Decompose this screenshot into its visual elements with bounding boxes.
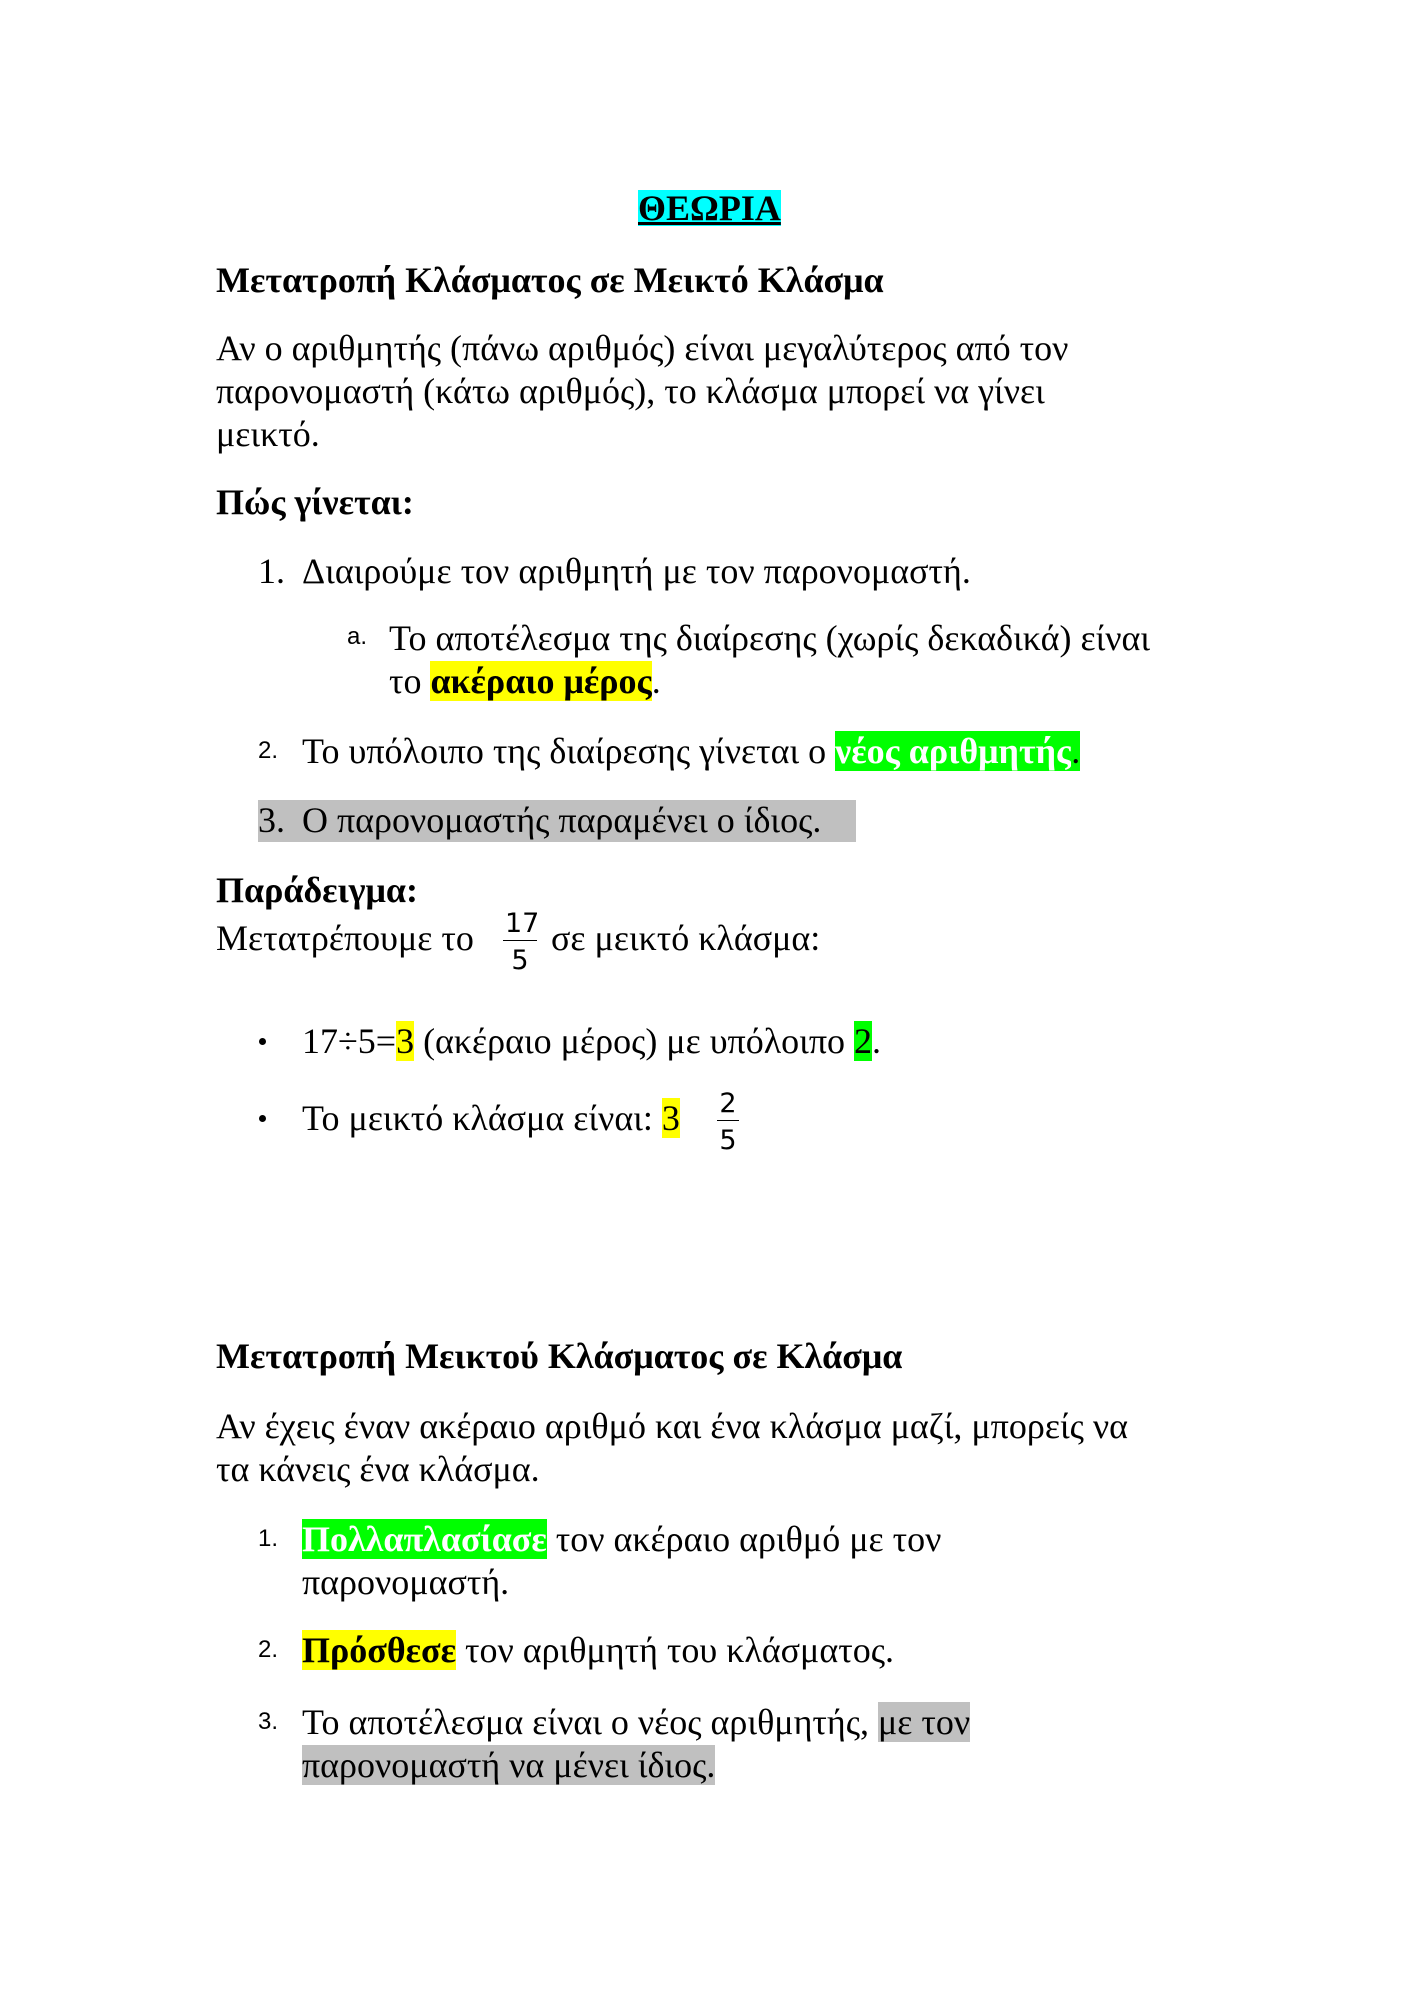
- bullet2-prefix: Το μεικτό κλάσμα είναι:: [302, 1098, 662, 1138]
- example-heading: Παράδειγμα:: [216, 870, 419, 910]
- step2-prefix: Το υπόλοιπο της διαίρεσης γίνεται ο: [302, 731, 836, 771]
- section1-intro-line2: παρονομαστή (κάτω αριθμός), το κλάσμα μπορεί να γίνει: [216, 371, 1045, 411]
- step1-marker: 1.: [258, 551, 285, 591]
- result-denominator: 5: [719, 1125, 737, 1156]
- result-fraction: [717, 1090, 739, 1154]
- step1a-prefix: το: [389, 661, 431, 701]
- s2-step2-line: [302, 1632, 894, 1668]
- bullet2-line: [302, 1100, 680, 1136]
- step1-text: Διαιρούμε τον αριθμητή με τον παρονομαστή.: [302, 551, 971, 591]
- bullet1-whole: 3: [396, 1021, 415, 1061]
- step1a-line1: Το αποτέλεσμα της διαίρεσης (χωρίς δεκαδικά) είναι: [389, 618, 1151, 658]
- multiply-highlight: Πολλαπλασίασε: [302, 1519, 547, 1559]
- section1-intro-line1: Αν ο αριθμητής (πάνω αριθμός) είναι μεγαλύτερος από τον: [216, 328, 1069, 368]
- s2-step3-highlight-2: παρονομαστή να μένει ίδιος.: [302, 1745, 716, 1785]
- add-highlight: Πρόσθεσε: [302, 1630, 456, 1670]
- step1a-marker: a.: [347, 623, 368, 650]
- integer-part-highlight: ακέραιο μέρος: [430, 661, 652, 701]
- section1-intro-line3: μεικτό.: [216, 414, 320, 454]
- example-numerator: 17: [505, 908, 540, 939]
- step2-suffix: .: [1071, 731, 1081, 771]
- example-denominator: 5: [511, 945, 529, 976]
- result-numerator: 2: [717, 1090, 739, 1121]
- step3-text: Ο παρονομαστής παραμένει ο ίδιος.: [302, 800, 822, 840]
- bullet2-whole: 3: [661, 1098, 680, 1138]
- s2-step1-line2: παρονομαστή.: [302, 1562, 510, 1602]
- step2-line: [302, 733, 1080, 769]
- new-numerator-highlight: νέος αριθμητής: [835, 731, 1072, 771]
- bullet1-line: [302, 1023, 881, 1059]
- page-title: ΘΕΩΡΙΑ: [638, 188, 781, 228]
- step3-line: [258, 800, 856, 842]
- step3-marker: 3.: [258, 800, 285, 840]
- s2-step3-plain: Το αποτέλεσμα είναι ο νέος αριθμητής,: [302, 1702, 878, 1742]
- s2-step1-line1: [302, 1521, 941, 1557]
- step1a-line2: [389, 663, 661, 699]
- s2-step3-highlight-1: με τον: [877, 1702, 971, 1742]
- example-prefix: Μετατρέπουμε το: [216, 918, 474, 958]
- step1a-suffix: .: [651, 661, 661, 701]
- bullet1-middle: (ακέραιο μέρος) με υπόλοιπο: [414, 1021, 855, 1061]
- bullet-dot: [259, 1115, 266, 1122]
- example-suffix: σε μεικτό κλάσμα:: [551, 918, 821, 958]
- s2-step3-line1: [302, 1704, 970, 1740]
- s2-step1-marker: 1.: [258, 1525, 279, 1552]
- s2-step3-line2: [302, 1747, 715, 1783]
- s2-step2-rest: τον αριθμητή του κλάσματος.: [455, 1630, 894, 1670]
- bullet1-remainder: 2: [854, 1021, 873, 1061]
- bullet1-prefix: 17÷5=: [302, 1021, 397, 1061]
- step2-marker: 2.: [258, 737, 279, 764]
- how-heading: Πώς γίνεται:: [216, 482, 414, 522]
- section2-heading: Μετατροπή Μεικτού Κλάσματος σε Κλάσμα: [216, 1336, 903, 1376]
- example-fraction: [503, 908, 540, 976]
- bullet1-suffix: .: [872, 1021, 882, 1061]
- section2-intro-line1: Αν έχεις έναν ακέραιο αριθμό και ένα κλάσμα μαζί, μπορείς να: [216, 1406, 1129, 1446]
- section1-heading: Μετατροπή Κλάσματος σε Μεικτό Κλάσμα: [216, 260, 884, 300]
- s2-step1-rest: τον ακέραιο αριθμό με τον: [546, 1519, 942, 1559]
- s2-step2-marker: 2.: [258, 1636, 279, 1663]
- section2-intro-line2: τα κάνεις ένα κλάσμα.: [216, 1449, 540, 1489]
- s2-step3-marker: 3.: [258, 1708, 279, 1735]
- bullet-dot: [259, 1038, 266, 1045]
